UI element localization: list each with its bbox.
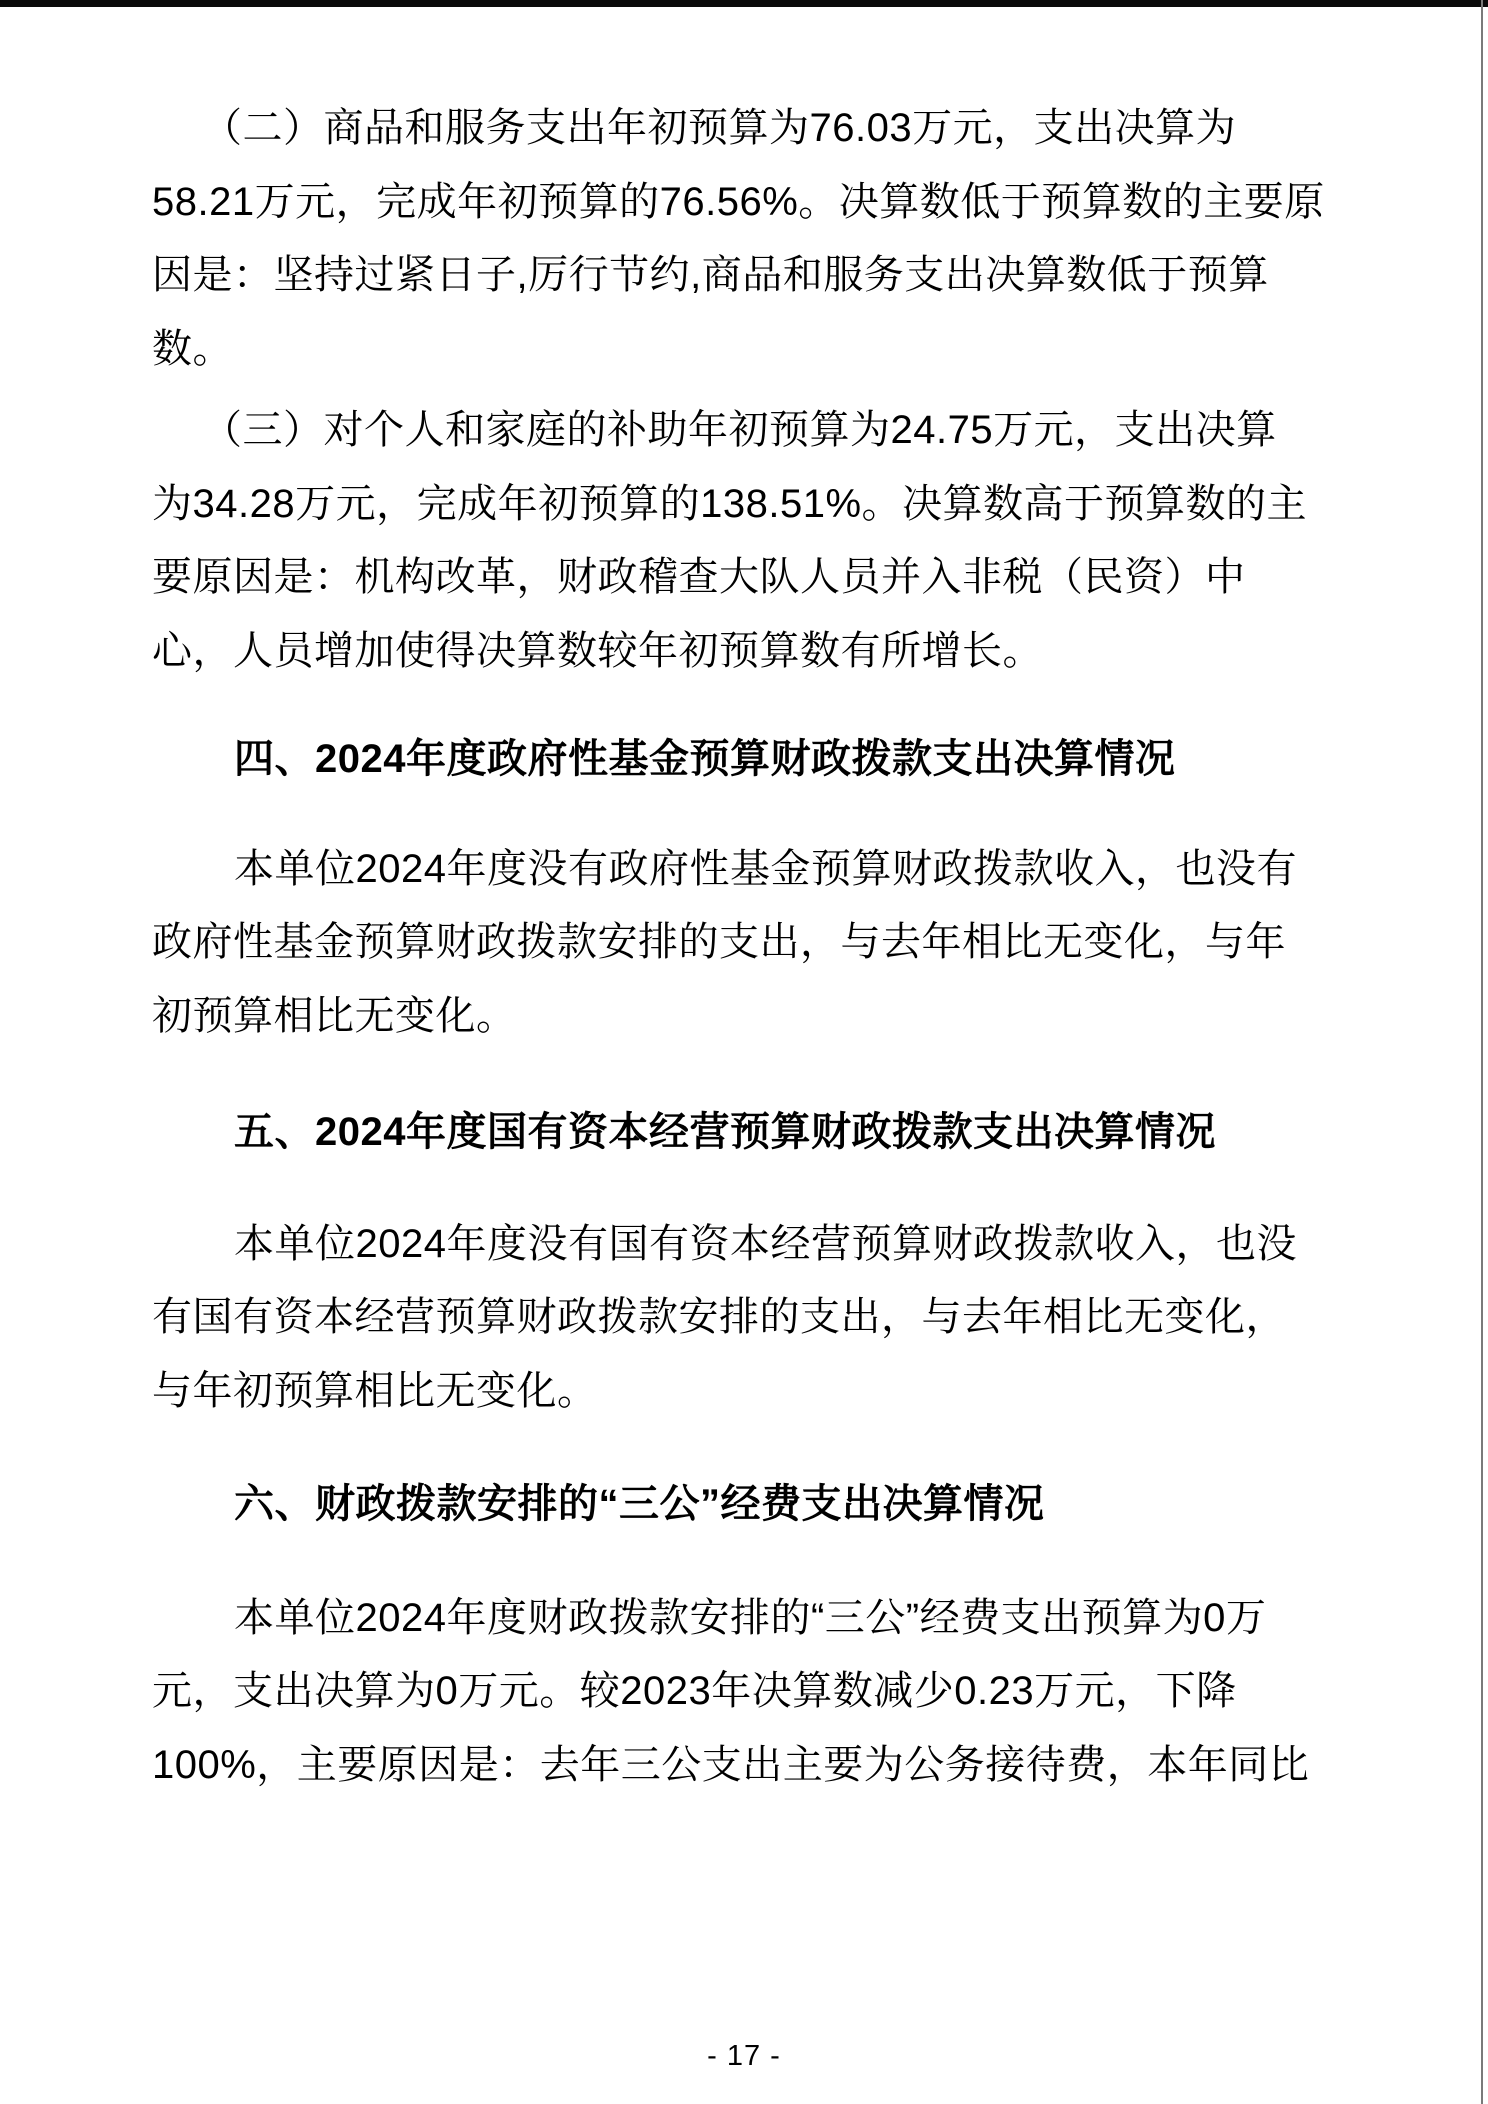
text-line: 100%，主要原因是：去年三公支出主要为公务接待费，本年同比 (152, 1742, 1310, 1787)
text-line: 58.21万元，完成年初预算的76.56%。决算数低于预算数的主要原 (152, 179, 1325, 224)
text-line: 有国有资本经营预算财政拨款安排的支出，与去年相比无变化， (152, 1295, 1286, 1339)
text-line: 本单位2024年度财政拨款安排的“三公”经费支出预算为0万 (234, 1595, 1267, 1640)
paragraph-individual-family-subsidy (152, 394, 1312, 688)
paragraph-state-capital-budget (152, 1208, 1312, 1429)
document-body (152, 92, 1325, 1802)
paragraph-government-fund-budget (152, 833, 1312, 1054)
text-line: 为34.28万元，完成年初预算的138.51%。决算数高于预算数的主 (152, 481, 1308, 526)
text-line: 政府性基金预算财政拨款安排的支出，与去年相比无变化，与年 (152, 920, 1286, 964)
text-line: 心，人员增加使得决算数较年初预算数有所增长。 (152, 628, 1043, 673)
text-line: （二）商品和服务支出年初预算为76.03万元，支出决算为 (202, 106, 1237, 150)
text-line: 本单位2024年度没有国有资本经营预算财政拨款收入，也没 (234, 1221, 1297, 1266)
section-heading-6-three-public-expenses: 六、财政拨款安排的“三公”经费支出决算情况 (234, 1482, 1045, 1526)
text-line: 因是：坚持过紧日子,厉行节约,商品和服务支出决算数低于预算 (152, 253, 1269, 297)
scan-right-border (1481, 0, 1483, 2104)
scan-top-border (0, 0, 1488, 7)
page-number: - 17 - (707, 2040, 781, 2072)
paragraph-goods-services-expense (152, 92, 1325, 386)
section-heading-5-state-capital-budget: 五、2024年度国有资本经营预算财政拨款支出决算情况 (234, 1110, 1216, 1154)
text-line: （三）对个人和家庭的补助年初预算为24.75万元，支出决算 (202, 408, 1277, 452)
text-line: 本单位2024年度没有政府性基金预算财政拨款收入，也没有 (234, 846, 1297, 891)
text-line: 元，支出决算为0万元。较2023年决算数减少0.23万元，下降 (152, 1669, 1237, 1713)
text-line: 要原因是：机构改革，财政稽查大队人员并入非税（民资）中 (152, 555, 1246, 599)
text-line: 数。 (152, 326, 233, 371)
text-line: 与年初预算相比无变化。 (152, 1368, 598, 1413)
text-line: 初预算相比无变化。 (152, 993, 517, 1038)
paragraph-three-public-expenses (152, 1582, 1312, 1803)
section-heading-4-government-fund-budget: 四、2024年度政府性基金预算财政拨款支出决算情况 (234, 737, 1176, 781)
